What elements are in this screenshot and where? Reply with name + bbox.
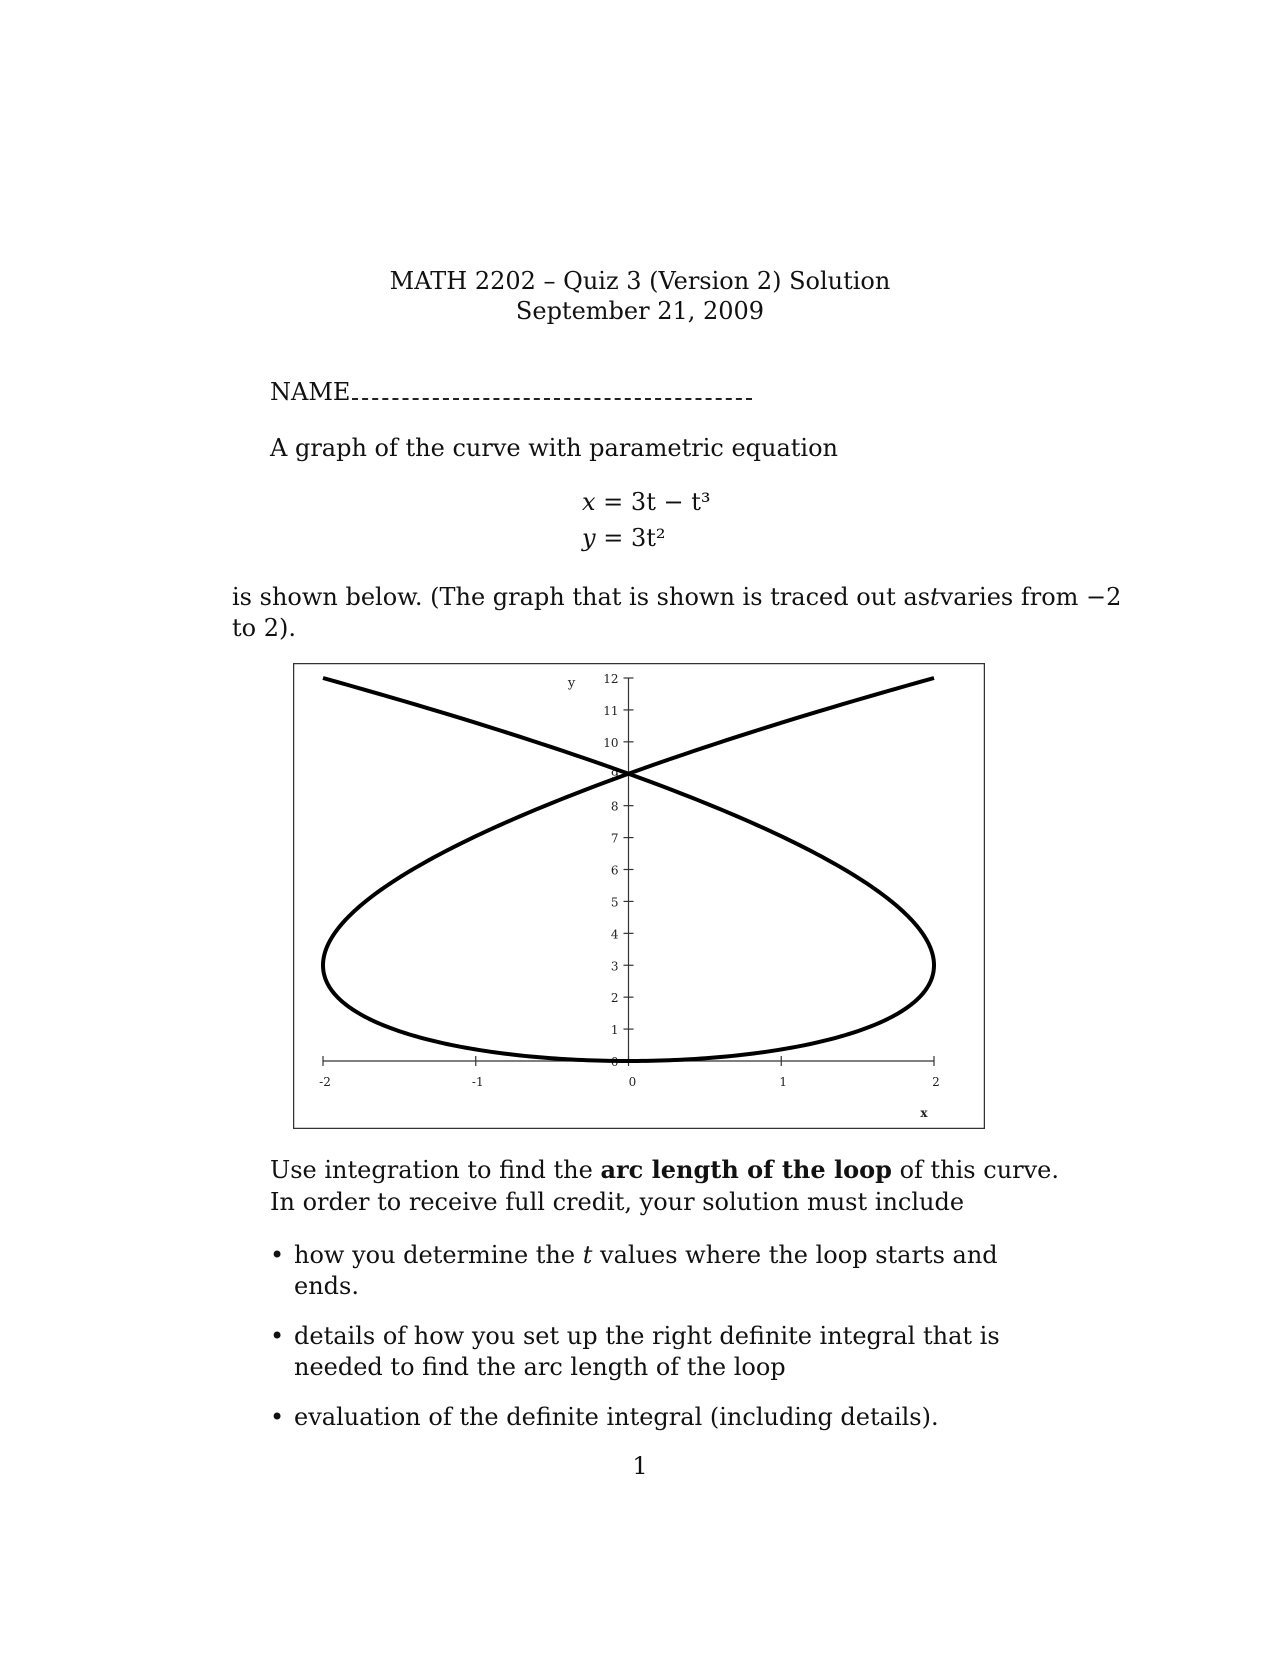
- bullet1-b: values where the loop starts and ends.: [294, 1241, 998, 1300]
- y-tick-label: 8: [610, 799, 619, 814]
- y-tick-label: 11: [603, 703, 619, 718]
- equation-x-lhs: x: [582, 488, 596, 516]
- y-axis-label: y: [567, 676, 576, 691]
- bullet1-a: how you determine the: [294, 1241, 576, 1269]
- bullet2-text: details of how you set up the right definite integral that is needed to find the arc length of the loop: [294, 1322, 1000, 1381]
- parametric-curve-chart: [293, 663, 985, 1129]
- equation-y-lhs: y: [582, 524, 596, 552]
- y-tick-label: 4: [610, 927, 619, 942]
- equation-y-rhs: 3t²: [630, 524, 666, 552]
- y-tick-label: 7: [610, 831, 619, 846]
- x-tick-label: -2: [319, 1075, 331, 1089]
- page-title: [0, 266, 1280, 326]
- task-text: [270, 1154, 1059, 1218]
- y-tick-label: 0: [610, 1055, 619, 1069]
- quiz-title: MATH 2202 – Quiz 3 (Version 2) Solution: [389, 267, 891, 295]
- y-tick-label: 6: [610, 863, 619, 878]
- task-line1-a: Use integration to find the: [270, 1156, 593, 1184]
- name-blank-line[interactable]: [352, 378, 752, 400]
- intro-text: A graph of the curve with parametric equation: [270, 434, 838, 462]
- list-item: [270, 1321, 1054, 1383]
- bullet-icon: •: [270, 1403, 285, 1431]
- bullet-icon: •: [270, 1241, 285, 1269]
- bullet1-variable: t: [582, 1241, 593, 1269]
- bullet-icon: •: [270, 1322, 285, 1350]
- equation-x-rhs: 3t − t³: [630, 488, 711, 516]
- y-tick-label: 5: [610, 895, 619, 910]
- y-tick-label: 10: [603, 735, 619, 750]
- quiz-date: September 21, 2009: [515, 297, 765, 325]
- list-item: [270, 1240, 1054, 1302]
- x-tick-label: -1: [471, 1075, 484, 1089]
- y-tick-label: 3: [610, 959, 619, 974]
- task-line1-bold: arc length of the loop: [600, 1155, 892, 1184]
- y-tick-label: 12: [603, 672, 619, 686]
- x-tick-label: 1: [779, 1075, 788, 1089]
- description-variable: t: [930, 583, 940, 611]
- name-field[interactable]: [270, 378, 752, 406]
- description-line1-a: is shown below. (The graph that is shown is traced out as: [232, 583, 931, 611]
- x-axis-label: x: [920, 1106, 928, 1120]
- x-tick-label: 0: [628, 1075, 637, 1089]
- y-tick-label: 1: [610, 1023, 619, 1038]
- equation-x: x = 3t − t³: [582, 488, 711, 516]
- name-label: NAME: [270, 378, 351, 406]
- y-tick-label: 9: [610, 767, 619, 782]
- task-line2: In order to receive full credit, your solution must include: [270, 1188, 965, 1216]
- y-tick-label: 2: [610, 991, 619, 1006]
- task-line1-b: of this curve.: [899, 1156, 1060, 1184]
- graph-description: [232, 582, 1122, 644]
- x-tick-label: 2: [932, 1075, 940, 1089]
- chart-frame: [294, 664, 985, 1129]
- description-line1-b: varies from −2: [939, 583, 1122, 611]
- equation-y: y = 3t²: [582, 524, 666, 552]
- page-number: 1: [632, 1452, 648, 1480]
- bullet3-text: evaluation of the definite integral (including details).: [294, 1403, 939, 1431]
- requirements-list: [270, 1240, 1054, 1452]
- description-line2: to 2).: [232, 614, 296, 642]
- list-item: [270, 1402, 1054, 1433]
